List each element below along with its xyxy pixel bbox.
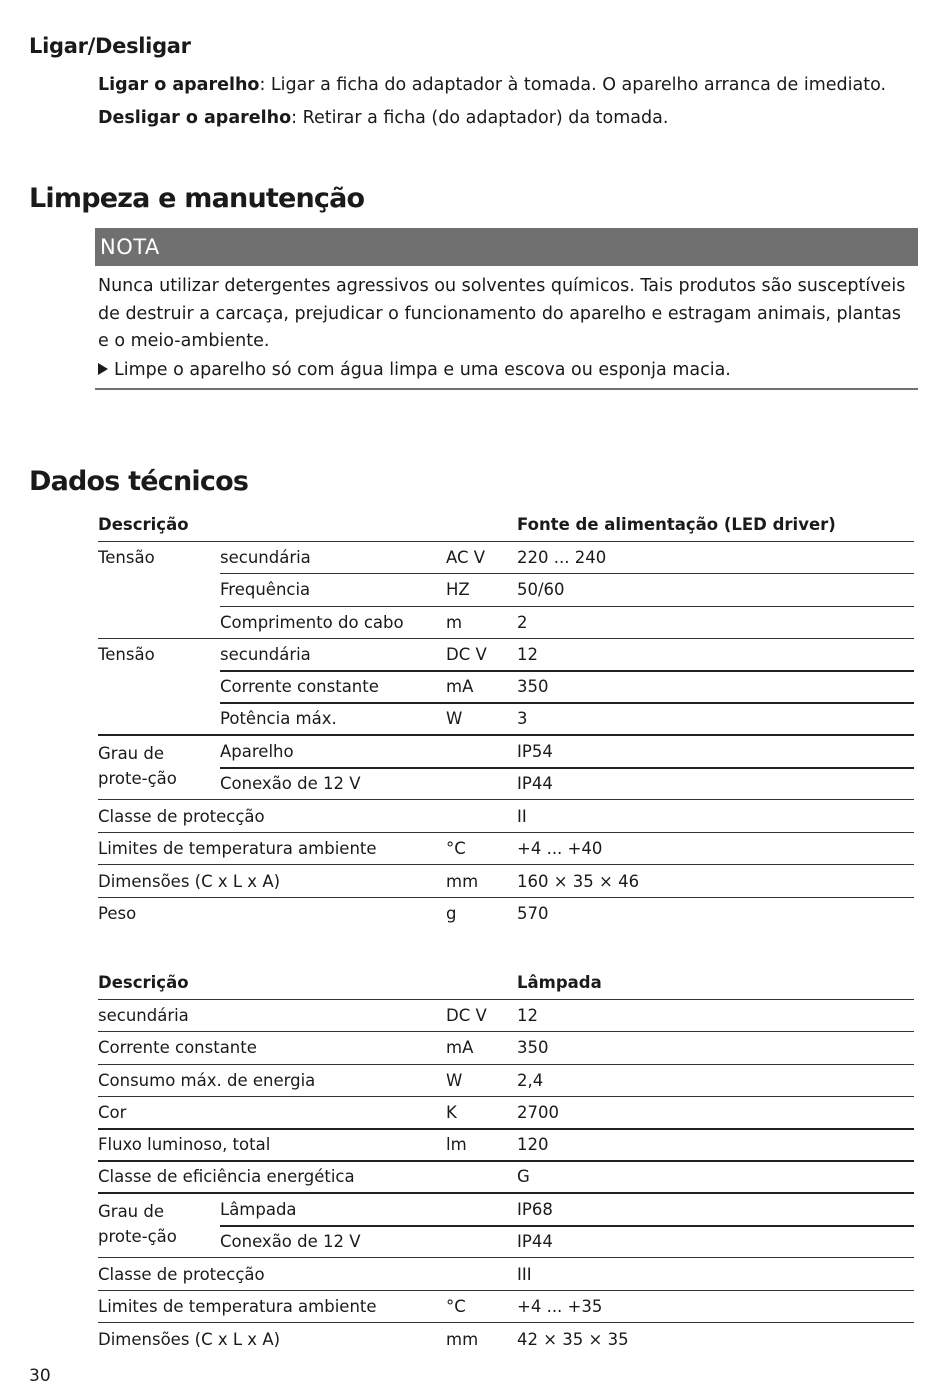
table-cell: Tensão — [98, 548, 155, 567]
table-cell: Potência máx. — [220, 709, 337, 728]
table-header-product: Lâmpada — [517, 973, 602, 992]
note-text: Nunca utilizar detergentes agressivos ou solventes químicos. Tais produtos são susceptíveis de destruir a carcaça, prejudicar o funcionamento do aparelho e estragam animais, plantas e o meio-ambiente. — [98, 276, 906, 351]
section-title-onoff: Ligar/Desligar — [29, 34, 191, 58]
table-divider — [220, 1225, 914, 1227]
table-cell: Limites de temperatura ambiente — [98, 839, 377, 858]
table-cell: Dimensões (C x L x A) — [98, 1330, 281, 1349]
table-cell: Grau de prote-ção — [98, 1202, 177, 1246]
onoff-on-text: : Ligar a ficha do adaptador à tomada. O aparelho arranca de imediato. — [259, 75, 887, 95]
table-cell: Limites de temperatura ambiente — [98, 1297, 377, 1316]
note-bullet — [98, 357, 731, 385]
table-cell: Consumo máx. de energia — [98, 1071, 316, 1090]
table-cell: Dimensões (C x L x A) — [98, 872, 281, 891]
table-cell: mA — [446, 677, 474, 696]
table-cell: II — [517, 807, 527, 826]
section-title-tech: Dados técnicos — [29, 466, 249, 497]
table-cell: Conexão de 12 V — [220, 1232, 361, 1251]
table-divider — [98, 897, 914, 898]
table-divider — [98, 1064, 914, 1065]
table-header-product: Fonte de alimentação (LED driver) — [517, 515, 836, 534]
table-cell: Tensão — [98, 645, 155, 664]
triangle-bullet-icon — [98, 363, 108, 375]
table-divider — [98, 734, 914, 736]
onoff-on-paragraph — [98, 71, 918, 99]
table-cell: Fluxo luminoso, total — [98, 1135, 271, 1154]
table-cell: °C — [446, 1297, 466, 1316]
table-cell: DC V — [446, 645, 487, 664]
onoff-on-label: Ligar o aparelho — [98, 75, 260, 95]
table-cell: 12 — [517, 1006, 538, 1025]
table-divider — [98, 1096, 914, 1097]
onoff-off-paragraph — [98, 104, 918, 132]
table-cell: Corrente constante — [98, 1038, 257, 1057]
table-cell: K — [446, 1103, 457, 1122]
table-divider — [98, 832, 914, 833]
table-cell: 570 — [517, 904, 549, 923]
section-title-cleaning: Limpeza e manutenção — [29, 183, 365, 214]
table-cell: 12 — [517, 645, 538, 664]
table-cell: G — [517, 1167, 530, 1186]
table-divider — [98, 999, 914, 1000]
table-cell: mm — [446, 1330, 479, 1349]
table-divider — [98, 1031, 914, 1032]
table-divider — [220, 606, 914, 607]
table-cell: Classe de eficiência energética — [98, 1167, 355, 1186]
page-number: 30 — [29, 1366, 51, 1386]
table-cell: AC V — [446, 548, 486, 567]
table-cell: Grau de prote-ção — [98, 744, 177, 788]
table-cell: Peso — [98, 904, 137, 923]
table-cell: +4 ... +40 — [517, 839, 603, 858]
table-cell: m — [446, 613, 463, 632]
table-cell: Aparelho — [220, 742, 294, 761]
table-cell: 2 — [517, 613, 528, 632]
table-cell: 220 ... 240 — [517, 548, 607, 567]
note-label: NOTA — [100, 235, 160, 259]
table-divider — [98, 1128, 914, 1130]
table-divider — [98, 1322, 914, 1323]
table-cell: Corrente constante — [220, 677, 379, 696]
table-cell: 2700 — [517, 1103, 559, 1122]
table-divider — [220, 702, 914, 704]
onoff-off-label: Desligar o aparelho — [98, 108, 292, 128]
table-cell: IP54 — [517, 742, 553, 761]
table-divider — [98, 638, 914, 639]
table-cell: Lâmpada — [220, 1200, 297, 1219]
table-cell: 42 × 35 × 35 — [517, 1330, 629, 1349]
table-cell: 3 — [517, 709, 528, 728]
table-cell: lm — [446, 1135, 467, 1154]
table-divider — [98, 864, 914, 865]
table-cell: IP44 — [517, 774, 553, 793]
table-cell: W — [446, 709, 463, 728]
table-divider — [220, 670, 914, 672]
table-cell: IP68 — [517, 1200, 553, 1219]
table-cell: 2,4 — [517, 1071, 544, 1090]
table-divider — [98, 541, 914, 542]
note-bullet-text: Limpe o aparelho só com água limpa e uma escova ou esponja macia. — [114, 360, 731, 380]
table-cell: W — [446, 1071, 463, 1090]
table-cell: secundária — [98, 1006, 189, 1025]
table-cell: HZ — [446, 580, 470, 599]
table-cell: 120 — [517, 1135, 549, 1154]
table-divider — [98, 1290, 914, 1291]
table-cell: 350 — [517, 677, 549, 696]
table-divider — [220, 573, 914, 574]
table-cell: secundária — [220, 548, 311, 567]
table-cell: secundária — [220, 645, 311, 664]
table-cell: Conexão de 12 V — [220, 774, 361, 793]
table-cell: Frequência — [220, 580, 311, 599]
table-header-description: Descrição — [98, 973, 189, 992]
table-cell: DC V — [446, 1006, 487, 1025]
table-cell: Comprimento do cabo — [220, 613, 404, 632]
table-cell: 50/60 — [517, 580, 565, 599]
table-cell: g — [446, 904, 457, 923]
table-cell: °C — [446, 839, 466, 858]
table-cell: III — [517, 1265, 532, 1284]
onoff-off-text: : Retirar a ficha (do adaptador) da tomada. — [291, 108, 669, 128]
table-divider — [98, 1160, 914, 1162]
table-cell: Classe de protecção — [98, 1265, 265, 1284]
table-divider — [98, 1257, 914, 1258]
table-divider — [220, 767, 914, 769]
table-cell: Classe de protecção — [98, 807, 265, 826]
note-bottom-rule — [95, 388, 918, 390]
note-header-bar — [95, 228, 918, 266]
table-cell: IP44 — [517, 1232, 553, 1251]
table-cell: Cor — [98, 1103, 127, 1122]
table-cell: 160 × 35 × 46 — [517, 872, 640, 891]
table-divider — [98, 1192, 914, 1194]
table-cell: +4 ... +35 — [517, 1297, 603, 1316]
table-cell: mm — [446, 872, 479, 891]
table-divider — [98, 799, 914, 800]
table-cell: 350 — [517, 1038, 549, 1057]
table-header-description: Descrição — [98, 515, 189, 534]
table-cell: mA — [446, 1038, 474, 1057]
